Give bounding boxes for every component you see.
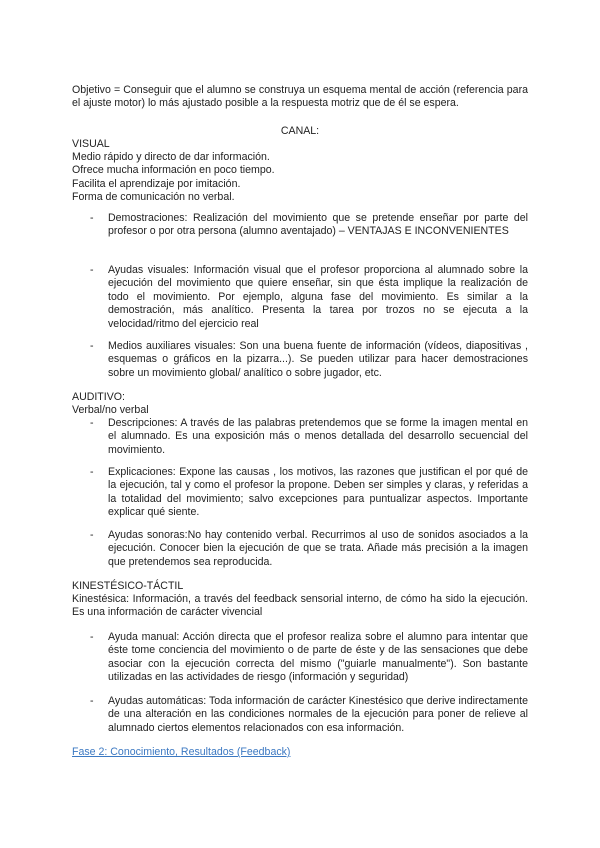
list-item-medios-auxiliares — [90, 340, 528, 380]
canal-heading: CANAL: — [280, 125, 320, 137]
list-item-text: Descripciones: A través de las palabras pretendemos que se forme la imagen mental en el alumnado. Es una exposición más o menos detallada del desarrollo secuencial del movimiento. — [108, 417, 528, 456]
visual-heading: VISUAL — [72, 138, 110, 150]
bullet-dash: - — [90, 631, 94, 643]
fase-2-link[interactable]: Fase 2: Conocimiento, Resultados (Feedback) — [72, 746, 291, 758]
list-item-text: Ayudas visuales: Información visual que el profesor proporciona al alumnado sobre la ejecución del movimiento que quiere enseñar, sin que ésta implique la realización de todo el movimiento. Por ejemplo, alguna fase del movimiento. Es similar a la demostración, más analítico. Presenta la tarea por trozos no se ejecuta a la velocidad/ritmo del ejercicio real — [108, 264, 528, 330]
kinestesico-intro: Kinestésica: Información, a través del feedback sensorial interno, de cómo ha sido la ejecución. Es una información de carácter vivencial — [72, 593, 528, 619]
visual-line: Ofrece mucha información en poco tiempo. — [72, 164, 275, 177]
visual-lines — [72, 151, 528, 205]
list-item-ayudas-automaticas — [90, 695, 528, 735]
bullet-dash: - — [90, 529, 94, 541]
bullet-dash: - — [90, 417, 94, 429]
list-item-text: Explicaciones: Expone las causas , los motivos, las razones que justifican el por qué de la ejecución, tal y como el profesor la propone. Deben ser simples y claras, y referidas a la totalidad del movimiento; salvo excepciones para puntualizar aspectos. Importante explicar qué siente. — [108, 466, 528, 519]
bullet-dash: - — [90, 466, 94, 478]
list-item-text: Ayudas sonoras:No hay contenido verbal. Recurrimos al uso de sonidos asociados a la ejecución. Conocer bien la ejecución de que se trata. Añade más precisión a la imagen que pretendemos sea reproducida. — [108, 529, 528, 568]
auditivo-subheading: Verbal/no verbal — [72, 404, 149, 416]
bullet-dash: - — [90, 695, 94, 707]
list-item-descripciones — [90, 417, 528, 457]
bullet-dash: - — [90, 340, 94, 352]
list-item-ayudas-sonoras — [90, 529, 528, 569]
footer-link-row — [72, 746, 528, 759]
visual-line: Medio rápido y directo de dar información. — [72, 151, 270, 163]
visual-line: Forma de comunicación no verbal. — [72, 191, 235, 204]
visual-line: Facilita el aprendizaje por imitación. — [72, 177, 241, 190]
list-item-text: Demostraciones: Realización del movimiento que se pretende enseñar por parte del profesor o por otra persona (alumno aventajado) – VENTAJAS E INCONVENIENTES — [108, 212, 528, 238]
bullet-dash: - — [90, 212, 94, 224]
list-item-ayudas-visuales — [90, 264, 528, 331]
auditivo-heading: AUDITIVO: — [72, 391, 125, 403]
objective-paragraph: Objetivo = Conseguir que el alumno se construya un esquema mental de acción (referencia para el ajuste motor) lo más ajustado posible a la respuesta motriz que de él se espera. — [72, 84, 528, 110]
bullet-dash: - — [90, 264, 94, 276]
list-item-text: Ayuda manual: Acción directa que el profesor realiza sobre el alumno para intentar que éste tome conciencia del movimiento o de parte de éste y de las sensaciones que debe asociar con la ejecución correcta del mismo ("guiarle manualmente"). Son bastante utilizadas en las actividades de riesgo (información y seguridad) — [108, 631, 528, 684]
kinestesico-heading: KINESTÉSICO-TÁCTIL — [72, 580, 184, 592]
list-item-demostraciones — [90, 212, 528, 239]
list-item-text: Ayudas automáticas: Toda información de carácter Kinestésico que derive indirectamente de una alteración en las condiciones normales de la ejecución para poner de relieve al alumnado ciertos elementos relacionados con esa información. — [108, 695, 528, 734]
list-item-explicaciones — [90, 466, 528, 520]
list-item-text: Medios auxiliares visuales: Son una buena fuente de información (vídeos, diapositivas , esquemas o gráficos en la pizarra...). Se pueden utilizar para hacer demostraciones sobre un movimiento global/ analítico o sobre jugador, etc. — [108, 340, 528, 379]
list-item-ayuda-manual — [90, 631, 528, 685]
